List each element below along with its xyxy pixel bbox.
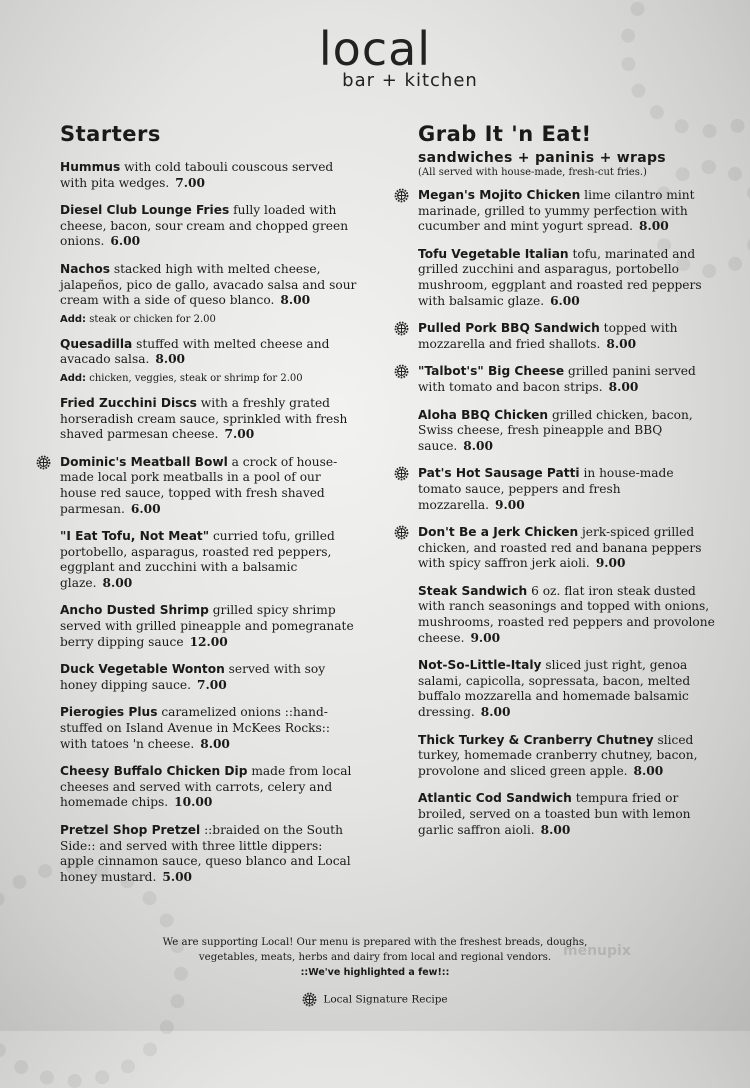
addon-text: steak or chicken for 2.00 <box>89 313 216 325</box>
menu-item-description: curried tofu, grilled portobello, asparagus, roasted red peppers, eggplant and zucchini with a balsamic glaze. <box>60 529 335 590</box>
starters-heading: Starters <box>60 122 161 146</box>
menu-item-price: 8.00 <box>606 336 637 351</box>
menu-item-description: jerk-spiced grilled chicken, and roasted red and banana peppers with spicy saffron jerk aioli. <box>418 525 702 571</box>
menu-item-price: 9.00 <box>595 556 626 571</box>
menu-item-name: Steak Sandwich <box>418 583 528 598</box>
menu-item-name: Quesadilla <box>60 336 133 351</box>
menu-item <box>60 396 360 443</box>
menu-item-price: 8.00 <box>102 575 133 590</box>
menu-item <box>418 247 718 309</box>
menu-item <box>418 584 718 646</box>
menu-item-name: Don't Be a Jerk Chicken <box>418 525 579 540</box>
menu-item-price: 9.00 <box>494 497 525 512</box>
signature-gear-icon <box>394 466 409 481</box>
menu-item-name: Diesel Club Lounge Fries <box>60 203 230 218</box>
menu-item-name: Pat's Hot Sausage Patti <box>418 466 580 481</box>
menu-item-name: "I Eat Tofu, Not Meat" <box>60 529 210 544</box>
sandwiches-subheading: sandwiches + paninis + wraps <box>418 150 666 166</box>
logo-title: local <box>318 22 432 76</box>
menu-item-price: 8.00 <box>463 438 493 453</box>
menu-item <box>418 658 718 720</box>
signature-gear-icon <box>394 525 409 540</box>
menu-item-price: 8.00 <box>480 705 511 720</box>
addon-label: Add: <box>60 372 87 384</box>
menu-item-name: Thick Turkey & Cranberry Chutney <box>418 732 654 747</box>
signature-gear-icon <box>394 188 409 203</box>
menu-item <box>418 408 718 455</box>
menu-item-price: 8.00 <box>608 379 639 394</box>
menu-item-price: 7.00 <box>224 427 255 442</box>
footer-line: We are supporting Local! Our menu is prepared with the freshest breads, doughs, <box>162 937 588 948</box>
menu-item-description: grilled chicken, bacon, Swiss cheese, fresh pineapple and BBQ sauce. <box>418 407 693 453</box>
menu-item-description: 6 oz. flat iron steak dusted with ranch seasonings and topped with onions, mushrooms, roasted red peppers and provolone cheese. <box>418 583 715 645</box>
menu-item-price: 8.00 <box>280 293 311 308</box>
menu-item-name: Cheesy Buffalo Chicken Dip <box>60 764 248 779</box>
menu-item-price: 8.00 <box>200 736 230 751</box>
menu-item-name: Nachos <box>60 261 110 276</box>
menu-item-description: stacked high with melted cheese, jalapeños, pico de gallo, avacado salsa and sour cream with a side of queso blanco. <box>60 261 357 308</box>
menu-item <box>60 705 360 752</box>
menu-item-name: Pulled Pork BBQ Sandwich <box>418 321 600 336</box>
menu-item-name: Atlantic Cod Sandwich <box>418 791 572 806</box>
menu-item-description: grilled panini served with tomato and bacon strips. <box>418 364 696 394</box>
menu-item-price: 8.00 <box>639 219 669 234</box>
menu-item <box>60 764 360 811</box>
watermark: menupix <box>563 943 631 959</box>
menu-item-price: 9.00 <box>470 630 501 645</box>
menu-item-name: Tofu Vegetable Italian <box>418 246 569 261</box>
starters-section <box>60 122 360 897</box>
menu-item-name: Pretzel Shop Pretzel <box>60 823 201 837</box>
menu-item-price: 6.00 <box>110 234 141 249</box>
addon-text: chicken, veggies, steak or shrimp for 2.00 <box>89 372 303 384</box>
signature-gear-icon <box>36 455 51 470</box>
menu-item-name: Pierogies Plus <box>60 705 158 720</box>
menu-item-name: "Talbot's" Big Cheese <box>418 364 565 379</box>
menu-item-description: with cold tabouli couscous served with pita wedges. <box>60 160 334 190</box>
menu-item <box>418 791 718 838</box>
menu-item-description: topped with mozzarella and fried shallots. <box>418 321 678 351</box>
menu-item-description: tofu, marinated and grilled zucchini and asparagus, portobello mushroom, eggplant and roasted red peppers with balsamic glaze. <box>418 246 702 308</box>
menu-item-description: sliced just right, genoa salami, capicolla, sopressata, bacon, melted buffalo mozzarella and homemade balsamic dressing. <box>418 658 691 720</box>
menu-item-price: 7.00 <box>197 677 227 692</box>
menu-item-addon <box>60 373 360 384</box>
menu-item <box>418 525 718 572</box>
menu-item-description: sliced turkey, homemade cranberry chutney, bacon, provolone and sliced green apple. <box>418 732 698 778</box>
menu-item-description: grilled spicy shrimp served with grilled pineapple and pomegranate berry dipping sauce <box>60 603 354 649</box>
footer-highlight: ::We've highlighted a few!:: <box>300 967 450 978</box>
menu-item <box>418 466 718 513</box>
menu-item <box>60 337 360 368</box>
sandwiches-list <box>418 188 718 838</box>
menu-item <box>60 603 360 650</box>
addon-label: Add: <box>60 313 87 325</box>
menu-item-price: 12.00 <box>189 634 228 649</box>
menu-item <box>60 203 360 250</box>
menu-item-name: Megan's Mojito Chicken <box>418 188 581 202</box>
menu-item-addon <box>60 314 360 325</box>
menu-item-price: 6.00 <box>550 293 580 308</box>
sandwiches-section <box>418 122 718 850</box>
menu-item-name: Dominic's Meatball Bowl <box>60 454 228 469</box>
menu-item-name: Not-So-Little-Italy <box>418 658 542 673</box>
menu-item-price: 6.00 <box>130 501 161 516</box>
signature-gear-icon <box>394 321 409 336</box>
menu-item <box>60 160 360 191</box>
menu-item-description: with a freshly grated horseradish cream sauce, sprinkled with fresh shaved parmesan cheese. <box>60 395 348 442</box>
menu-item <box>60 823 360 885</box>
menu-item-description: a crock of house-made local pork meatballs in a pool of our house red sauce, topped with fresh shaved parmesan. <box>60 454 338 516</box>
menu-item <box>418 188 718 235</box>
menu-item-description: ::braided on the South Side:: and served with three little dippers: apple cinnamon sauce, queso blanco and Local honey mustard. <box>60 823 351 884</box>
signature-gear-icon <box>302 992 317 1007</box>
menu-item-description: lime cilantro mint marinade, grilled to yummy perfection with cucumber and mint yogurt spread. <box>418 188 695 234</box>
menu-item-name: Hummus <box>60 160 121 174</box>
sandwiches-note: (All served with house-made, fresh-cut fries.) <box>418 167 647 178</box>
menu-item-description: fully loaded with cheese, bacon, sour cream and chopped green onions. <box>60 203 349 249</box>
menu-item-description: caramelized onions ::hand-stuffed on Island Avenue in McKees Rocks:: with tatoes 'n cheese. <box>60 705 331 751</box>
menu-item-name: Fried Zucchini Discs <box>60 395 197 410</box>
menu-item <box>60 529 360 591</box>
menu-item <box>60 262 360 309</box>
menu-item-description: stuffed with melted cheese and avacado salsa. <box>60 336 330 367</box>
menu-item-name: Duck Vegetable Wonton <box>60 662 225 677</box>
menu-item-name: Aloha BBQ Chicken <box>418 407 549 422</box>
sandwiches-heading: Grab It 'n Eat! <box>418 122 592 146</box>
menu-item-price: 8.00 <box>633 763 664 778</box>
legend-label: Local Signature Recipe <box>323 993 448 1006</box>
menu-item-description: served with soy honey dipping sauce. <box>60 662 326 692</box>
footer-line: vegetables, meats, herbs and dairy from local and regional vendors. <box>198 952 552 963</box>
menu-item-price: 10.00 <box>174 795 213 810</box>
menu-item <box>418 364 718 395</box>
restaurant-logo <box>0 22 750 91</box>
starters-list <box>60 160 360 885</box>
menu-item <box>418 733 718 780</box>
menu-item-description: in house-made tomato sauce, peppers and fresh mozzarella. <box>418 466 674 512</box>
menu-item-price: 8.00 <box>155 352 186 367</box>
menu-item-description: made from local cheeses and served with carrots, celery and homemade chips. <box>60 764 352 810</box>
menu-footer <box>120 935 630 980</box>
menu-item-price: 8.00 <box>540 822 571 837</box>
menu-item <box>60 455 360 517</box>
menu-item <box>418 321 718 352</box>
menu-item-description: tempura fried or broiled, served on a toasted bun with lemon garlic saffron aioli. <box>418 791 691 837</box>
menu-item <box>60 662 360 693</box>
signature-gear-icon <box>394 364 409 379</box>
menu-item-price: 7.00 <box>175 175 205 190</box>
menu-item-name: Ancho Dusted Shrimp <box>60 603 209 618</box>
signature-legend <box>0 992 750 1007</box>
logo-subtitle: bar + kitchen <box>342 70 478 91</box>
menu-item-price: 5.00 <box>162 869 193 884</box>
